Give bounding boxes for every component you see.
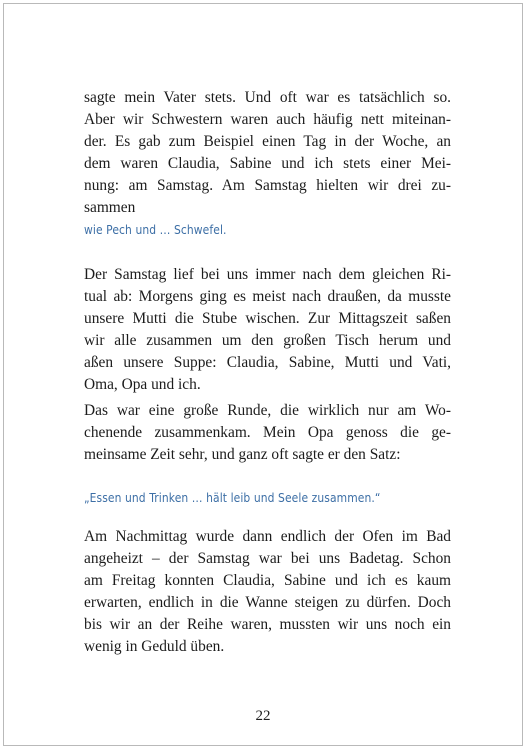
- paragraph-1-line: sammen: [84, 199, 136, 216]
- handwritten-quote-2: „Essen und Trinken … hält leib und Seele zusammen.“: [84, 490, 381, 505]
- paragraph-4-line: Am Nachmittag wurde dann endlich der Ofen im Bad: [84, 528, 451, 545]
- page-number: 22: [255, 708, 271, 724]
- paragraph-3-line: chenende zusammenkam. Mein Opa genoss die ge-: [84, 424, 451, 441]
- paragraph-1-line: dem waren Claudia, Sabine und ich stets einer Mei-: [84, 155, 451, 172]
- paragraph-4-line: bis wir an der Reihe waren, mussten wir uns noch ein: [84, 616, 451, 633]
- paragraph-1-line: Aber wir Schwestern waren auch häufig nett miteinan-: [84, 111, 451, 128]
- paragraph-2-line: aßen unsere Suppe: Claudia, Sabine, Mutti und Vati,: [84, 354, 451, 371]
- paragraph-3-line: meinsame Zeit sehr, und ganz oft sagte er den Satz:: [84, 446, 401, 463]
- paragraph-2-line: Der Samstag lief bei uns immer nach dem gleichen Ri-: [84, 266, 451, 283]
- paragraph-3-line: Das war eine große Runde, die wirklich nur am Wo-: [84, 402, 451, 419]
- paragraph-4-line: erwarten, endlich in die Wanne steigen zu dürfen. Doch: [84, 594, 451, 611]
- paragraph-4: [84, 526, 451, 658]
- paragraph-1-line: nung: am Samstag. Am Samstag hielten wir drei zu-: [84, 177, 451, 194]
- handwritten-quote-1: wie Pech und … Schwefel.: [84, 222, 227, 237]
- paragraph-2-line: Oma, Opa und ich.: [84, 376, 201, 393]
- book-page: [3, 3, 523, 746]
- paragraph-2-line: wir alle zusammen um den großen Tisch herum und: [84, 332, 451, 349]
- paragraph-2: [84, 264, 451, 396]
- paragraph-3: [84, 400, 451, 466]
- paragraph-1-line: sagte mein Vater stets. Und oft war es tatsächlich so.: [84, 89, 451, 106]
- paragraph-1: [84, 87, 451, 219]
- paragraph-2-line: unsere Mutti die Stube wischen. Zur Mittagszeit saßen: [84, 310, 451, 327]
- paragraph-2-line: tual ab: Morgens ging es meist nach draußen, da musste: [84, 288, 451, 305]
- paragraph-1-line: der. Es gab zum Beispiel einen Tag in der Woche, an: [84, 133, 451, 150]
- paragraph-4-line: angeheizt – der Samstag war bei uns Badetag. Schon: [84, 550, 451, 567]
- paragraph-4-line: wenig in Geduld üben.: [84, 638, 225, 655]
- paragraph-4-line: am Freitag konnten Claudia, Sabine und ich es kaum: [84, 572, 451, 589]
